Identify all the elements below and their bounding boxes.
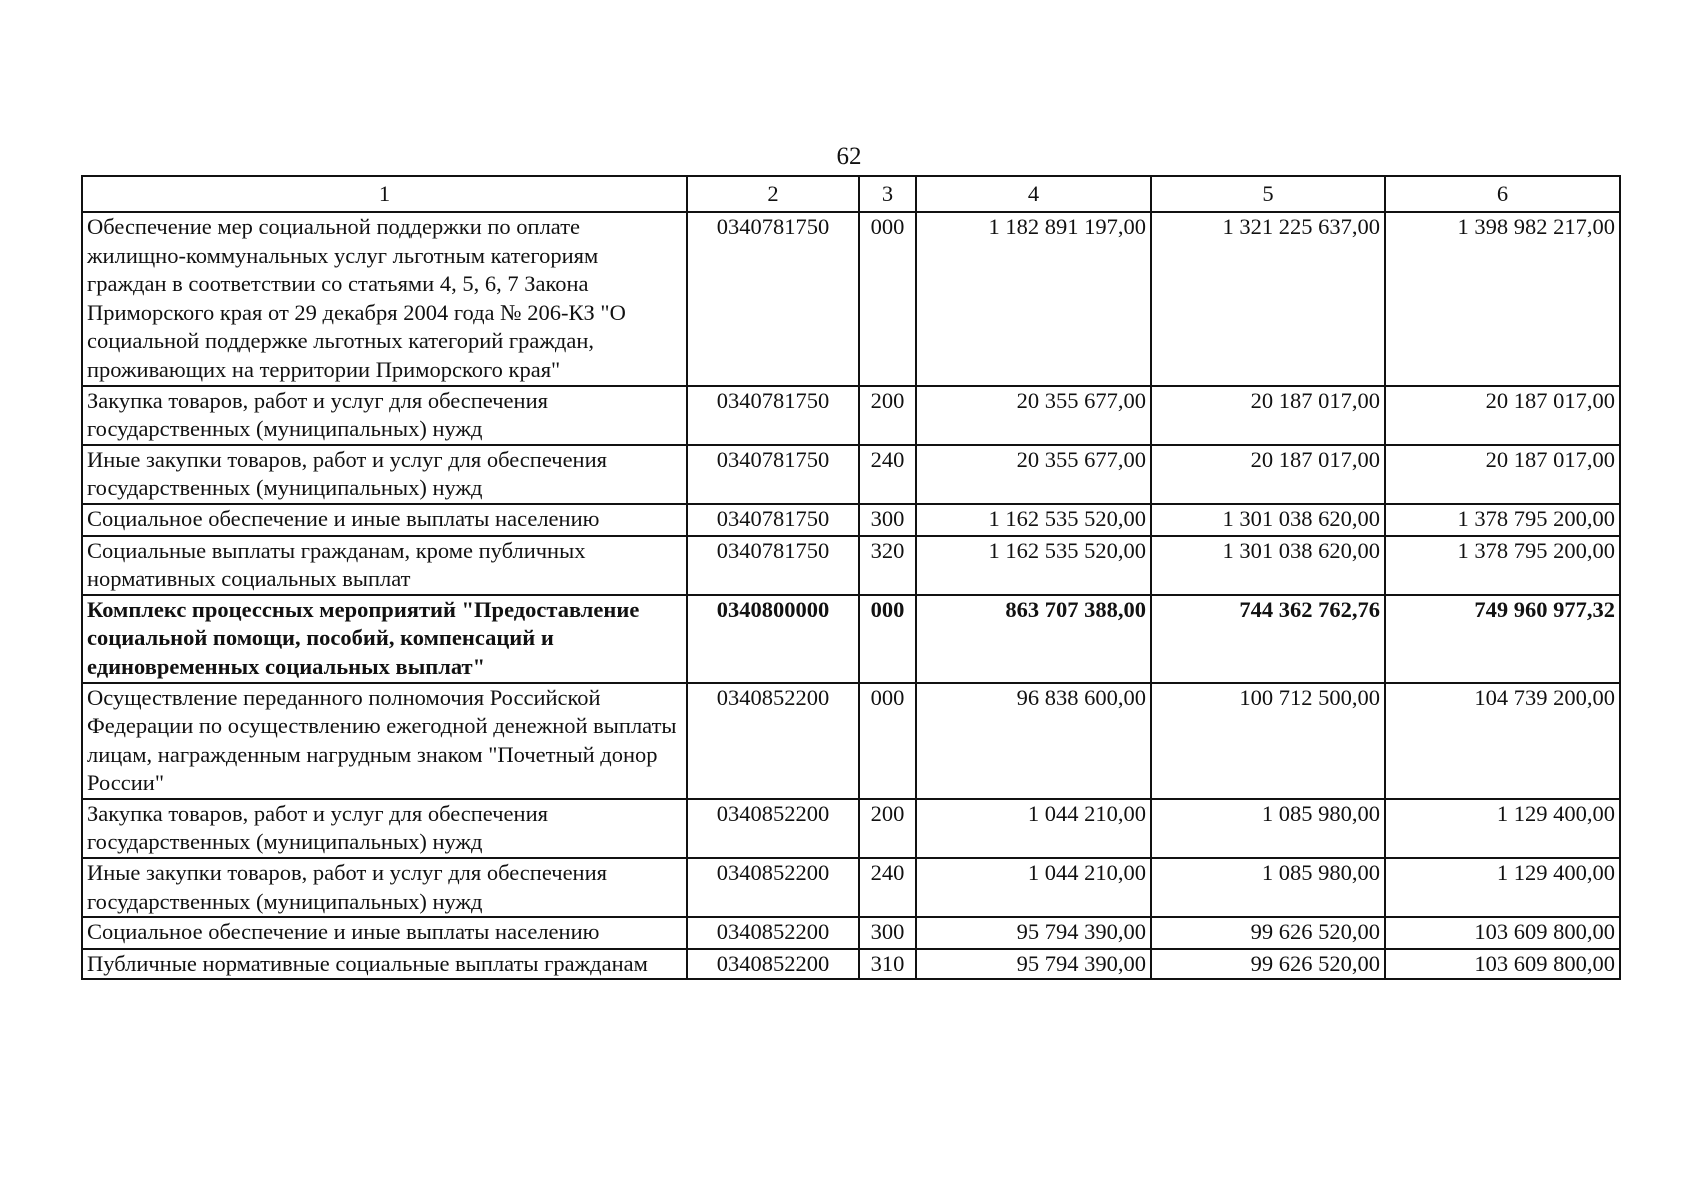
row-amount-5: 1 321 225 637,00: [1151, 212, 1385, 386]
row-code: 0340852200: [687, 799, 859, 858]
row-type: 240: [859, 858, 916, 917]
row-amount-4: 20 355 677,00: [916, 445, 1151, 504]
row-name: Иные закупки товаров, работ и услуг для обеспечения государственных (муниципальных) нужд: [82, 858, 687, 917]
table-row: [82, 445, 1620, 504]
row-code: 0340781750: [687, 212, 859, 386]
row-code: 0340852200: [687, 683, 859, 799]
row-name: Закупка товаров, работ и услуг для обеспечения государственных (муниципальных) нужд: [82, 799, 687, 858]
row-amount-5: 744 362 762,76: [1151, 595, 1385, 683]
row-code: 0340852200: [687, 858, 859, 917]
row-name: Социальные выплаты гражданам, кроме публичных нормативных социальных выплат: [82, 536, 687, 595]
row-name: Обеспечение мер социальной поддержки по оплате жилищно-коммунальных услуг льготным категориям граждан в соответствии со статьями 4, 5, 6, 7 Закона Приморского края от 29 декабря 2004 года № 206-КЗ "О социальной поддержке льготных категорий граждан, проживающих на территории Приморского края": [82, 212, 687, 386]
row-amount-4: 20 355 677,00: [916, 386, 1151, 445]
budget-table: [81, 175, 1621, 980]
row-amount-4: 1 044 210,00: [916, 858, 1151, 917]
row-code: 0340852200: [687, 949, 859, 980]
row-amount-5: 20 187 017,00: [1151, 386, 1385, 445]
header-col-2: 2: [687, 176, 859, 212]
row-type: 300: [859, 917, 916, 949]
row-code: 0340781750: [687, 536, 859, 595]
row-amount-4: 1 044 210,00: [916, 799, 1151, 858]
row-type: 000: [859, 683, 916, 799]
row-name: Осуществление переданного полномочия Российской Федерации по осуществлению ежегодной денежной выплаты лицам, награжденным нагрудным знаком "Почетный донор России": [82, 683, 687, 799]
table-row: [82, 949, 1620, 980]
row-amount-5: 99 626 520,00: [1151, 917, 1385, 949]
row-amount-5: 1 085 980,00: [1151, 858, 1385, 917]
table-row: [82, 917, 1620, 949]
row-amount-4: 1 162 535 520,00: [916, 536, 1151, 595]
row-amount-5: 1 301 038 620,00: [1151, 504, 1385, 536]
row-name: Иные закупки товаров, работ и услуг для обеспечения государственных (муниципальных) нужд: [82, 445, 687, 504]
row-amount-5: 100 712 500,00: [1151, 683, 1385, 799]
row-code: 0340781750: [687, 386, 859, 445]
row-amount-6: 20 187 017,00: [1385, 445, 1620, 504]
row-amount-5: 99 626 520,00: [1151, 949, 1385, 980]
row-name: Публичные нормативные социальные выплаты гражданам: [82, 949, 687, 980]
page-number: 62: [836, 143, 862, 170]
row-code: 0340781750: [687, 445, 859, 504]
header-col-6: 6: [1385, 176, 1620, 212]
table-row: [82, 212, 1620, 386]
row-amount-6: 104 739 200,00: [1385, 683, 1620, 799]
header-row: [82, 176, 1620, 212]
row-amount-6: 103 609 800,00: [1385, 917, 1620, 949]
header-col-1: 1: [82, 176, 687, 212]
table-row: [82, 683, 1620, 799]
row-code: 0340800000: [687, 595, 859, 683]
header-col-5: 5: [1151, 176, 1385, 212]
row-amount-5: 1 301 038 620,00: [1151, 536, 1385, 595]
table-row: [82, 858, 1620, 917]
row-amount-4: 1 182 891 197,00: [916, 212, 1151, 386]
row-amount-4: 95 794 390,00: [916, 949, 1151, 980]
table-body: [82, 212, 1620, 979]
row-type: 000: [859, 595, 916, 683]
row-amount-6: 1 378 795 200,00: [1385, 504, 1620, 536]
row-code: 0340852200: [687, 917, 859, 949]
row-amount-6: 1 129 400,00: [1385, 858, 1620, 917]
header-col-4: 4: [916, 176, 1151, 212]
row-type: 000: [859, 212, 916, 386]
row-amount-6: 103 609 800,00: [1385, 949, 1620, 980]
row-code: 0340781750: [687, 504, 859, 536]
row-amount-6: 749 960 977,32: [1385, 595, 1620, 683]
row-amount-4: 96 838 600,00: [916, 683, 1151, 799]
row-amount-6: 1 129 400,00: [1385, 799, 1620, 858]
header-col-3: 3: [859, 176, 916, 212]
row-name: Социальное обеспечение и иные выплаты населению: [82, 917, 687, 949]
row-name: Закупка товаров, работ и услуг для обеспечения государственных (муниципальных) нужд: [82, 386, 687, 445]
table-row: [82, 504, 1620, 536]
row-amount-4: 1 162 535 520,00: [916, 504, 1151, 536]
row-amount-5: 1 085 980,00: [1151, 799, 1385, 858]
row-type: 300: [859, 504, 916, 536]
row-type: 200: [859, 799, 916, 858]
row-amount-4: 863 707 388,00: [916, 595, 1151, 683]
table-row: [82, 386, 1620, 445]
row-name: Социальное обеспечение и иные выплаты населению: [82, 504, 687, 536]
row-type: 320: [859, 536, 916, 595]
row-type: 240: [859, 445, 916, 504]
row-amount-4: 95 794 390,00: [916, 917, 1151, 949]
table-row: [82, 799, 1620, 858]
row-type: 310: [859, 949, 916, 980]
row-type: 200: [859, 386, 916, 445]
row-amount-6: 20 187 017,00: [1385, 386, 1620, 445]
table-row: [82, 536, 1620, 595]
row-amount-6: 1 378 795 200,00: [1385, 536, 1620, 595]
table-row-section: [82, 595, 1620, 683]
row-amount-5: 20 187 017,00: [1151, 445, 1385, 504]
row-amount-6: 1 398 982 217,00: [1385, 212, 1620, 386]
row-name: Комплекс процессных мероприятий "Предоставление социальной помощи, пособий, компенсаций и единовременных социальных выплат": [82, 595, 687, 683]
